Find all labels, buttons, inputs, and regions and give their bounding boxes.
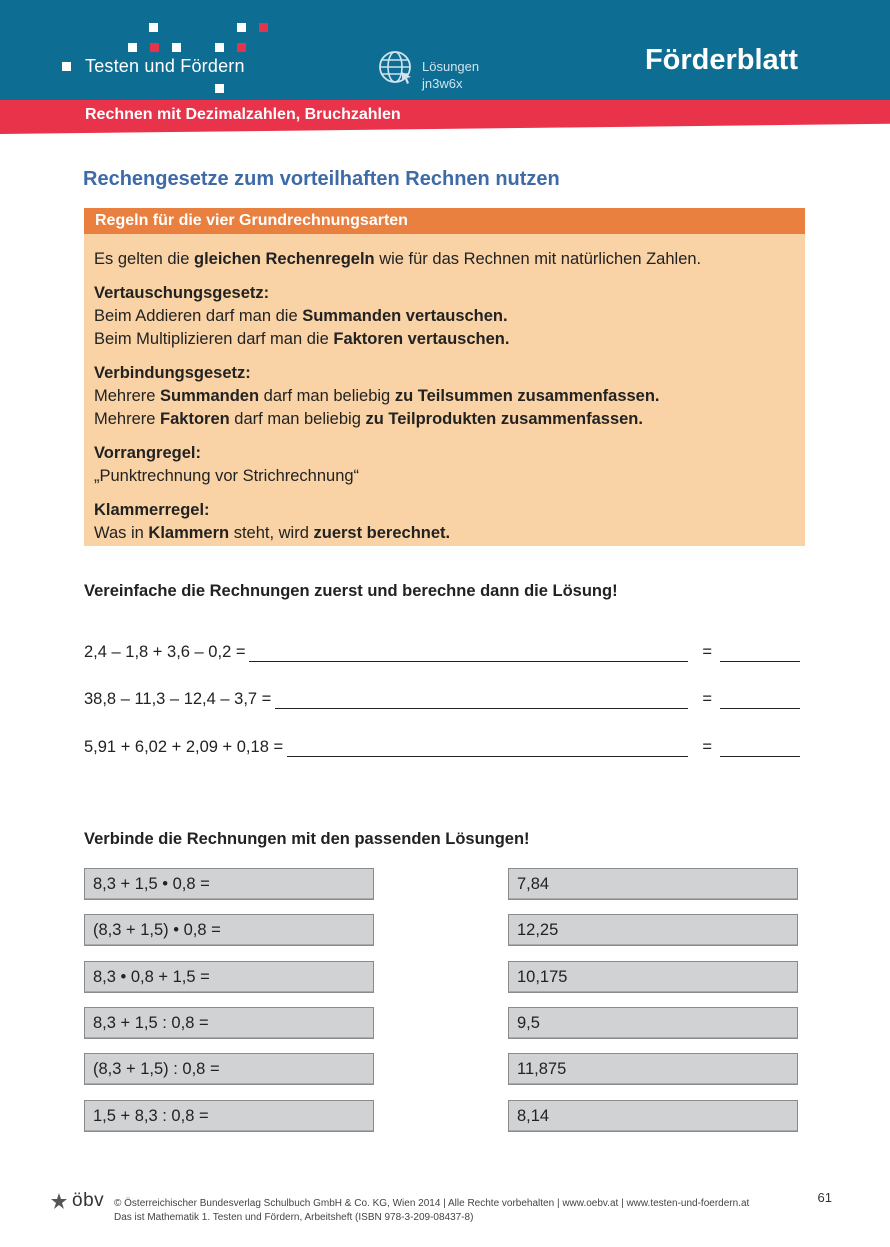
equation-row — [84, 638, 800, 662]
bracket-line: Was in Klammern steht, wird zuerst berechnet. — [94, 524, 451, 542]
equals-sign: = — [702, 690, 712, 708]
solutions-label: Lösungen — [422, 59, 480, 74]
equation-expression: 2,4 – 1,8 + 3,6 – 0,2 = — [84, 643, 246, 661]
expression-card[interactable]: 8,3 + 1,5 • 0,8 = — [84, 868, 374, 900]
rules-heading: Regeln für die vier Grundrechnungsarten — [84, 208, 805, 234]
page-number: 61 — [817, 1190, 832, 1205]
precedence-line: „Punktrechnung vor Strichrechnung“ — [94, 467, 360, 485]
solution-card[interactable]: 11,875 — [508, 1053, 798, 1085]
associative-title: Verbindungsgesetz: — [94, 364, 251, 382]
commutative-line-1: Beim Addieren darf man die Summanden vertauschen. — [94, 307, 508, 325]
working-blank[interactable] — [249, 642, 688, 662]
associative-line-2: Mehrere Faktoren darf man beliebig zu Teilprodukten zusammenfassen. — [94, 410, 643, 428]
solutions-link[interactable] — [422, 58, 479, 92]
commutative-line-2: Beim Multiplizieren darf man die Faktoren vertauschen. — [94, 330, 510, 348]
header-bar — [0, 0, 890, 104]
rules-box — [84, 208, 805, 546]
chapter-title: Rechnen mit Dezimalzahlen, Bruchzahlen — [85, 106, 401, 123]
answer-blank[interactable] — [720, 689, 800, 709]
brand-logo — [62, 56, 245, 77]
copyright-line-1: © Österreichischer Bundesverlag Schulbuch GmbH & Co. KG, Wien 2014 | Alle Rechte vorbehalten | www.oebv.at | www.testen-und-foerdern.at — [114, 1198, 750, 1209]
rules-body — [84, 234, 805, 545]
rules-intro: Es gelten die gleichen Rechenregeln wie für das Rechnen mit natürlichen Zahlen. — [94, 250, 702, 268]
bracket-title: Klammerregel: — [94, 501, 210, 519]
section-title: Rechengesetze zum vorteilhaften Rechnen nutzen — [83, 168, 560, 190]
expression-card[interactable]: (8,3 + 1,5) : 0,8 = — [84, 1053, 374, 1085]
expression-card[interactable]: 1,5 + 8,3 : 0,8 = — [84, 1100, 374, 1132]
expression-card[interactable]: 8,3 + 1,5 : 0,8 = — [84, 1007, 374, 1039]
copyright-line-2: Das ist Mathematik 1. Testen und Fördern, Arbeitsheft (ISBN 978-3-209-08437-8) — [114, 1212, 474, 1223]
solution-card[interactable]: 12,25 — [508, 914, 798, 946]
publisher-name: öbv — [72, 1190, 105, 1211]
associative-line-1: Mehrere Summanden darf man beliebig zu Teilsummen zusammenfassen. — [94, 387, 660, 405]
copyright-text — [114, 1197, 749, 1225]
solutions-code: jn3w6x — [422, 76, 463, 91]
equation-row — [84, 733, 800, 757]
brand-name: Testen und Fördern — [85, 56, 245, 76]
solution-card[interactable]: 8,14 — [508, 1100, 798, 1132]
globe-icon[interactable] — [378, 50, 414, 86]
precedence-title: Vorrangregel: — [94, 444, 201, 462]
publisher-star-icon — [50, 1192, 68, 1210]
working-blank[interactable] — [287, 737, 688, 757]
solution-card[interactable]: 10,175 — [508, 961, 798, 993]
answer-blank[interactable] — [720, 737, 800, 757]
expression-card[interactable]: (8,3 + 1,5) • 0,8 = — [84, 914, 374, 946]
commutative-title: Vertauschungsgesetz: — [94, 284, 270, 302]
solution-card[interactable]: 9,5 — [508, 1007, 798, 1039]
brand-square-icon — [62, 62, 71, 71]
sheet-type-title: Förderblatt — [644, 44, 798, 76]
equation-expression: 5,91 + 6,02 + 2,09 + 0,18 = — [84, 738, 284, 756]
logo-squares-graphic — [0, 0, 300, 100]
equals-sign: = — [702, 738, 712, 756]
task2-instruction: Verbinde die Rechnungen mit den passenden Lösungen! — [84, 830, 530, 848]
equation-expression: 38,8 – 11,3 – 12,4 – 3,7 = — [84, 690, 272, 708]
publisher-logo — [50, 1190, 104, 1212]
equation-row — [84, 685, 800, 709]
task1-instruction: Vereinfache die Rechnungen zuerst und berechne dann die Lösung! — [84, 582, 618, 600]
expression-card[interactable]: 8,3 • 0,8 + 1,5 = — [84, 961, 374, 993]
answer-blank[interactable] — [720, 642, 800, 662]
solution-card[interactable]: 7,84 — [508, 868, 798, 900]
equals-sign: = — [702, 643, 712, 661]
working-blank[interactable] — [275, 689, 688, 709]
